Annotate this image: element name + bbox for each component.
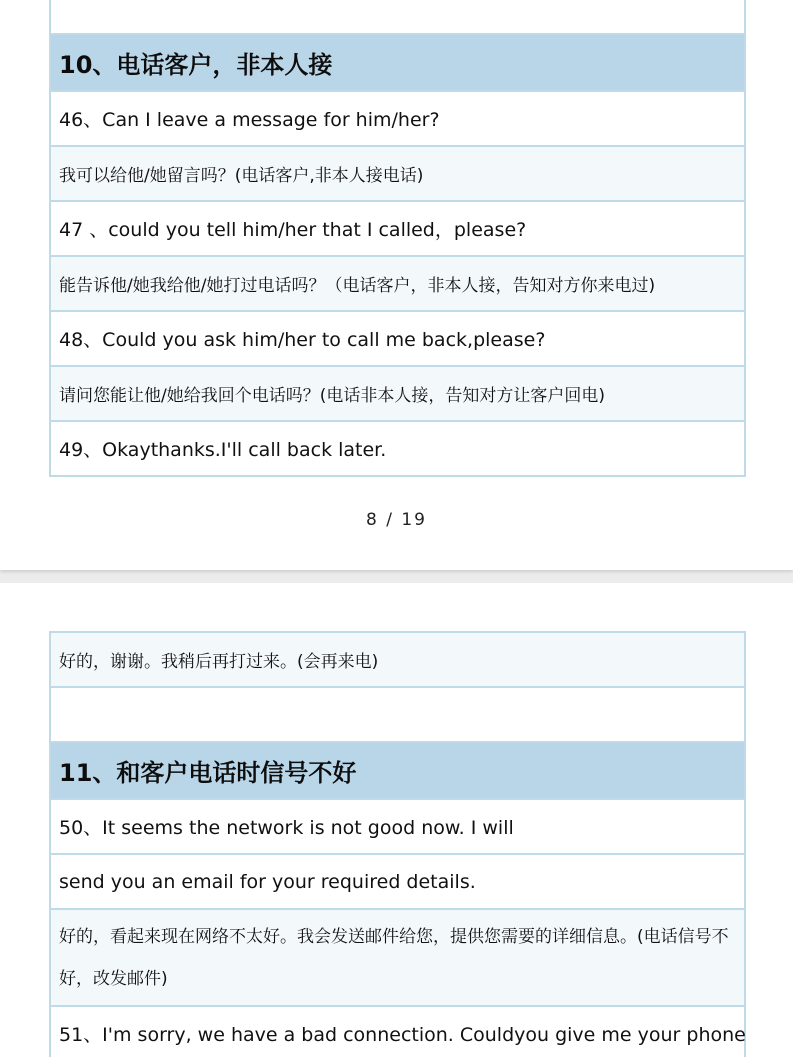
- document-page-2: [0, 583, 793, 1057]
- table-row-empty: [51, 688, 744, 743]
- table-row-chinese: 请问您能让他/她给我回个电话吗？(电话非本人接，告知对方让客户回电): [51, 367, 744, 422]
- phrase-table: [49, 0, 746, 477]
- table-row-chinese: 好的，谢谢。我稍后再打过来。(会再来电): [51, 633, 744, 688]
- table-row-english: 48、Could you ask him/her to call me back,please?: [51, 312, 744, 367]
- table-row-english: 49、Okaythanks.I'll call back later.: [51, 422, 744, 477]
- phrase-table: [49, 631, 746, 1057]
- table-row-english: 50、It seems the network is not good now. I will: [51, 800, 744, 855]
- table-row-empty: [51, 0, 744, 35]
- table-row-english: 47 、could you tell him/her that I called，please?: [51, 202, 744, 257]
- table-row-english: 51、I'm sorry, we have a bad connection. Couldyou give me your phone: [51, 1007, 744, 1057]
- table-row-english: send you an email for your required details.: [51, 855, 744, 910]
- table-row-chinese: 能告诉他/她我给他/她打过电话吗？（电话客户，非本人接，告知对方你来电过): [51, 257, 744, 312]
- section-heading: 10、电话客户，非本人接: [51, 35, 744, 92]
- table-row-chinese: 我可以给他/她留言吗？(电话客户,非本人接电话): [51, 147, 744, 202]
- table-row-chinese: 好的，看起来现在网络不太好。我会发送邮件给您，提供您需要的详细信息。(电话信号不好，改发邮件): [51, 910, 744, 1007]
- page-number: 8 / 19: [366, 510, 427, 530]
- section-heading: 11、和客户电话时信号不好: [51, 743, 744, 800]
- table-row-english: 46、Can I leave a message for him/her?: [51, 92, 744, 147]
